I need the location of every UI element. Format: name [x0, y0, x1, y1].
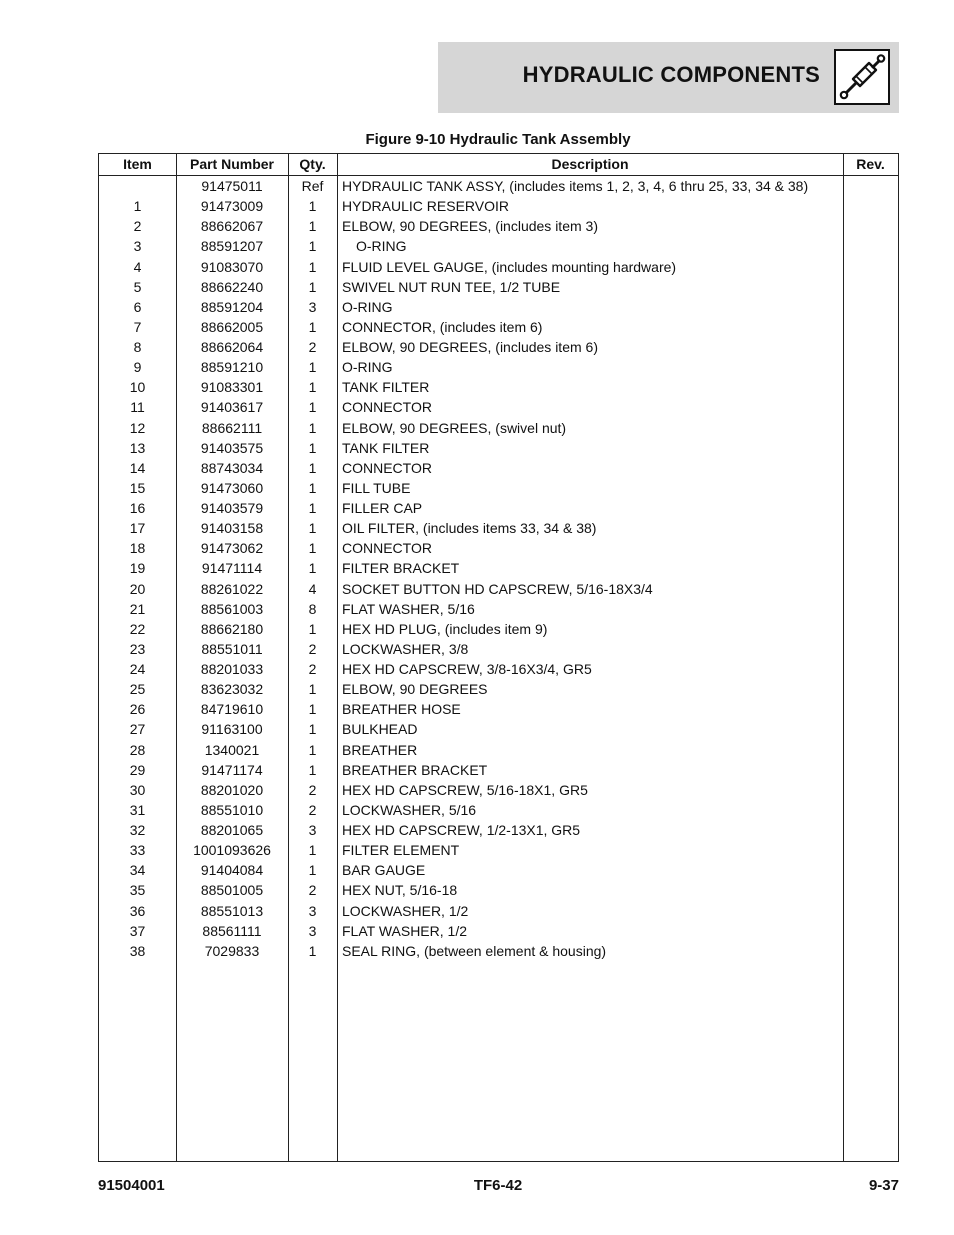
row-quantity: 3	[308, 298, 317, 315]
row-quantity: 2	[308, 339, 317, 355]
table-row	[99, 639, 898, 659]
row-description: CONNECTOR	[342, 399, 432, 416]
row-quantity: 1	[308, 842, 317, 859]
row-part-number: 88662240	[200, 278, 264, 295]
row-quantity: 1	[308, 318, 317, 335]
row-item-number: 29	[129, 761, 146, 778]
row-quantity: 1	[308, 258, 317, 275]
row-part-number: 91471174	[201, 761, 263, 778]
row-part-number: 91471114	[201, 560, 263, 577]
table-row	[99, 176, 898, 196]
row-part-number: 88591207	[200, 238, 264, 255]
table-row	[99, 397, 898, 417]
row-part-number: 91473060	[200, 479, 264, 496]
row-part-number: 91403617	[200, 399, 264, 416]
row-part-number: 88201020	[200, 781, 264, 798]
row-item-number: 3	[133, 238, 142, 255]
table-row	[99, 337, 898, 357]
row-part-number: 88591204	[200, 298, 264, 315]
row-item-number: 22	[129, 620, 146, 637]
row-part-number: 88662180	[200, 620, 264, 637]
row-part-number: 88551010	[200, 801, 264, 818]
row-part-number: 88551011	[201, 640, 263, 657]
table-row	[99, 699, 898, 719]
row-description: SOCKET BUTTON HD CAPSCREW, 5/16-18X3/4	[342, 580, 653, 597]
page-number: 9-37	[868, 1177, 899, 1194]
row-item-number: 5	[133, 278, 142, 295]
table-row	[99, 257, 898, 277]
row-item-number: 1	[133, 198, 142, 215]
row-part-number: 88501005	[200, 882, 264, 899]
row-item-number: 30	[129, 781, 146, 798]
row-part-number: 88561111	[202, 922, 262, 939]
section-title: HYDRAULIC COMPONENTS	[522, 62, 820, 87]
row-description: TANK FILTER	[342, 439, 430, 456]
table-body	[99, 176, 898, 961]
row-quantity: Ref	[301, 178, 324, 194]
row-item-number: 27	[129, 721, 146, 738]
row-item-number: 23	[129, 640, 146, 657]
parts-table	[98, 153, 899, 1162]
row-item-number: 7	[133, 318, 142, 335]
table-row	[99, 901, 898, 921]
table-row	[99, 820, 898, 840]
table-row	[99, 377, 898, 397]
row-part-number: 91403158	[200, 520, 264, 537]
row-item-number: 21	[129, 600, 146, 617]
row-part-number: 88561003	[200, 600, 264, 617]
column-header-qty: Qty.	[299, 156, 326, 172]
row-description: HEX HD CAPSCREW, 1/2-13X1, GR5	[342, 822, 581, 838]
row-part-number: 88662064	[200, 339, 264, 355]
table-row	[99, 478, 898, 498]
row-description: ELBOW, 90 DEGREES, (includes item 6)	[342, 339, 598, 355]
table-row	[99, 196, 898, 216]
row-item-number: 24	[129, 661, 146, 677]
table-row	[99, 418, 898, 438]
row-quantity: 1	[308, 238, 317, 255]
table-row	[99, 538, 898, 558]
row-part-number: 91473062	[200, 540, 264, 557]
column-header-description: Description	[551, 156, 629, 172]
row-description: ELBOW, 90 DEGREES, (swivel nut)	[342, 419, 567, 436]
row-quantity: 1	[308, 560, 317, 577]
table-row	[99, 780, 898, 800]
row-description: FILTER BRACKET	[342, 560, 460, 577]
model-number: TF6-42	[473, 1177, 523, 1194]
row-quantity: 2	[308, 801, 317, 818]
table-row	[99, 518, 898, 538]
row-quantity: 3	[308, 902, 317, 919]
row-part-number: 91473009	[200, 198, 264, 215]
row-description: LOCKWASHER, 1/2	[342, 902, 469, 919]
row-part-number: 91163100	[201, 721, 263, 738]
row-description: SWIVEL NUT RUN TEE, 1/2 TUBE	[342, 278, 561, 295]
row-description: O-RING	[342, 298, 393, 315]
row-quantity: 1	[308, 479, 317, 496]
row-item-number: 31	[129, 801, 146, 818]
table-row	[99, 740, 898, 760]
row-quantity: 2	[308, 640, 317, 657]
row-description: TANK FILTER	[342, 379, 430, 396]
row-description: FLAT WASHER, 5/16	[342, 600, 475, 617]
row-description: BAR GAUGE	[342, 862, 426, 879]
row-quantity: 1	[308, 399, 317, 416]
table-row	[99, 357, 898, 377]
row-description: HEX HD PLUG, (includes item 9)	[342, 620, 548, 637]
table-row	[99, 297, 898, 317]
row-part-number: 1340021	[204, 741, 260, 758]
row-quantity: 1	[308, 681, 317, 698]
row-description: CONNECTOR, (includes item 6)	[342, 318, 543, 335]
row-quantity: 1	[308, 620, 317, 637]
row-quantity: 3	[308, 822, 317, 838]
row-quantity: 1	[308, 278, 317, 295]
row-item-number: 20	[129, 580, 146, 597]
row-quantity: 1	[308, 942, 317, 959]
row-description: HYDRAULIC TANK ASSY, (includes items 1, 2, 3, 4, 6 thru 25, 33, 34 & 38)	[342, 178, 809, 194]
table-row	[99, 599, 898, 619]
row-item-number: 16	[129, 500, 146, 516]
table-row	[99, 679, 898, 699]
row-quantity: 1	[308, 741, 317, 758]
column-header-rev: Rev.	[856, 156, 885, 172]
row-quantity: 1	[308, 862, 317, 879]
row-quantity: 1	[308, 761, 317, 778]
row-part-number: 7029833	[204, 942, 260, 959]
row-item-number: 32	[129, 822, 146, 838]
row-part-number: 88201033	[200, 661, 264, 677]
row-item-number: 8	[133, 339, 142, 355]
row-item-number: 17	[129, 520, 146, 537]
row-quantity: 4	[308, 580, 317, 597]
row-item-number: 34	[129, 862, 146, 879]
row-description: FLAT WASHER, 1/2	[342, 922, 467, 939]
row-part-number: 88591210	[200, 359, 264, 376]
row-description: O-RING	[356, 238, 407, 255]
row-quantity: 1	[308, 701, 317, 718]
row-item-number: 4	[133, 258, 142, 275]
row-item-number: 37	[129, 922, 146, 939]
table-row	[99, 558, 898, 578]
row-part-number: 91404084	[200, 862, 264, 879]
row-part-number: 88662005	[200, 318, 264, 335]
row-item-number: 35	[129, 882, 146, 899]
row-quantity: 1	[308, 198, 317, 215]
row-quantity: 1	[308, 459, 317, 476]
table-row	[99, 619, 898, 639]
row-description: HYDRAULIC RESERVOIR	[342, 198, 510, 215]
row-part-number: 88743034	[200, 459, 264, 476]
row-quantity: 1	[308, 379, 317, 396]
row-description: CONNECTOR	[342, 459, 432, 476]
row-item-number: 33	[129, 842, 146, 859]
column-header-part-number: Part Number	[189, 156, 275, 172]
row-part-number: 83623032	[200, 681, 264, 698]
table-row	[99, 719, 898, 739]
row-item-number: 19	[129, 560, 146, 577]
row-quantity: 1	[308, 721, 317, 738]
document-number: 91504001	[98, 1177, 165, 1194]
row-quantity: 1	[308, 439, 317, 456]
row-description: SEAL RING, (between element & housing)	[342, 942, 607, 959]
row-description: FILLER CAP	[342, 500, 423, 516]
hydraulic-cylinder-icon	[834, 49, 890, 105]
row-description: HEX HD CAPSCREW, 5/16-18X1, GR5	[342, 781, 588, 798]
row-description: HEX HD CAPSCREW, 3/8-16X3/4, GR5	[342, 661, 592, 677]
row-part-number: 88662111	[201, 419, 263, 436]
row-item-number: 14	[129, 459, 146, 476]
row-item-number: 12	[129, 419, 146, 436]
table-row	[99, 941, 898, 961]
row-quantity: 2	[308, 661, 317, 677]
row-description: LOCKWASHER, 3/8	[342, 640, 469, 657]
row-quantity: 3	[308, 922, 317, 939]
table-row	[99, 579, 898, 599]
row-quantity: 8	[308, 600, 317, 617]
row-item-number: 15	[129, 479, 146, 496]
row-description: LOCKWASHER, 5/16	[342, 801, 477, 818]
row-description: FLUID LEVEL GAUGE, (includes mounting hardware)	[342, 258, 677, 275]
table-row	[99, 860, 898, 880]
table-row	[99, 760, 898, 780]
row-quantity: 1	[308, 520, 317, 537]
column-header-item: Item	[123, 156, 152, 172]
row-description: FILTER ELEMENT	[342, 842, 460, 859]
table-row	[99, 659, 898, 679]
row-part-number: 88261022	[200, 580, 264, 597]
row-item-number: 38	[129, 942, 146, 959]
table-row	[99, 438, 898, 458]
row-description: O-RING	[342, 359, 393, 376]
row-part-number: 84719610	[200, 701, 264, 718]
table-row	[99, 498, 898, 518]
row-description: BREATHER HOSE	[342, 701, 461, 718]
row-description: BREATHER	[342, 741, 418, 758]
table-row	[99, 236, 898, 256]
row-part-number: 91083070	[200, 258, 264, 275]
table-row	[99, 317, 898, 337]
row-part-number: 88551013	[200, 902, 264, 919]
row-quantity: 1	[308, 218, 317, 235]
table-row	[99, 880, 898, 900]
row-item-number: 9	[133, 359, 142, 376]
row-description: ELBOW, 90 DEGREES	[342, 681, 488, 698]
row-description: CONNECTOR	[342, 540, 432, 557]
row-item-number: 10	[129, 379, 146, 396]
row-quantity: 1	[308, 419, 317, 436]
row-part-number: 88201065	[200, 822, 264, 838]
table-row	[99, 840, 898, 860]
row-description: OIL FILTER, (includes items 33, 34 & 38)	[342, 520, 597, 537]
row-description: ELBOW, 90 DEGREES, (includes item 3)	[342, 218, 598, 235]
row-part-number: 1001093626	[193, 842, 271, 859]
row-quantity: 2	[308, 781, 317, 798]
row-description: FILL TUBE	[342, 479, 411, 496]
row-item-number: 26	[129, 701, 146, 718]
row-quantity: 1	[308, 540, 317, 557]
row-part-number: 91083301	[200, 379, 264, 396]
row-description: BREATHER BRACKET	[342, 761, 488, 778]
row-item-number: 18	[129, 540, 146, 557]
row-item-number: 6	[133, 298, 142, 315]
table-row	[99, 216, 898, 236]
table-row	[99, 921, 898, 941]
row-item-number: 25	[129, 681, 146, 698]
row-part-number: 91403579	[200, 500, 264, 516]
row-quantity: 1	[308, 359, 317, 376]
row-quantity: 1	[308, 500, 317, 516]
section-header	[438, 42, 899, 113]
row-item-number: 2	[133, 218, 142, 235]
table-row	[99, 277, 898, 297]
row-item-number: 28	[129, 741, 146, 758]
row-description: BULKHEAD	[342, 721, 418, 738]
table-row	[99, 800, 898, 820]
row-quantity: 2	[308, 882, 317, 899]
row-item-number: 13	[129, 439, 146, 456]
row-item-number: 11	[130, 399, 145, 416]
row-description: HEX NUT, 5/16-18	[342, 882, 458, 899]
table-row	[99, 458, 898, 478]
row-part-number: 91403575	[200, 439, 264, 456]
row-item-number: 36	[129, 902, 146, 919]
row-part-number: 91475011	[201, 178, 263, 194]
figure-title: Figure 9-10 Hydraulic Tank Assembly	[365, 131, 631, 148]
row-part-number: 88662067	[200, 218, 264, 235]
